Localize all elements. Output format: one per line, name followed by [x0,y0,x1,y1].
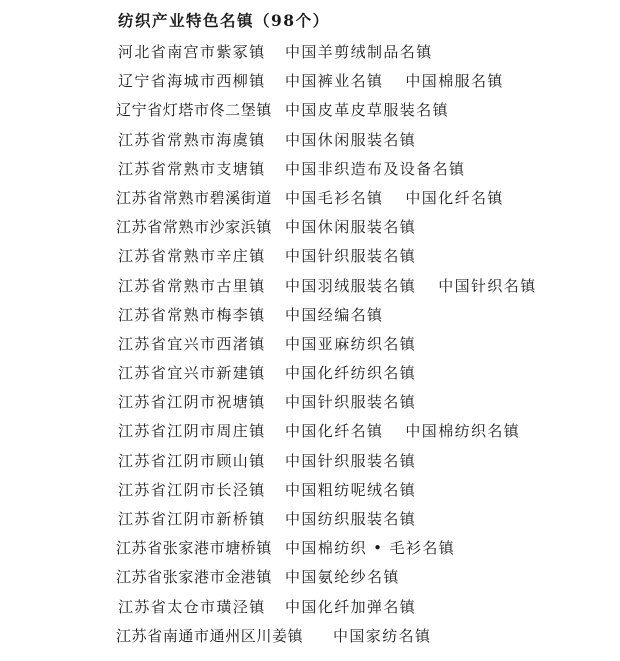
town-honors [285,41,433,62]
honor-title: 中国休闲服装名镇 [285,130,417,149]
town-location: 江苏省张家港市金港镇 [116,568,273,587]
list-item [0,330,620,359]
honor-title: 中国休闲服装名镇 [285,218,417,237]
town-location: 辽宁省海城市西柳镇 [118,72,266,91]
list-item [0,388,620,417]
honor-title: 中国棉纺织 • 毛衫名镇 [285,539,456,558]
town-honors [285,450,416,471]
town-honors [285,333,416,354]
town-honors [285,479,416,500]
town-location: 河北省南宫市紫冢镇 [118,43,266,61]
town-honors [333,625,431,646]
town-location: 江苏省江阴市祝塘镇 [118,393,266,412]
list-item [0,534,620,563]
town-honors [285,99,449,120]
town-location: 江苏省江阴市顾山镇 [118,451,266,470]
town-location: 江苏省张家港市塘桥镇 [116,539,273,558]
town-honors [285,245,416,266]
list-item [0,593,620,622]
list-item [0,272,620,301]
town-location: 江苏省江阴市新桥镇 [118,510,266,528]
town-location: 江苏省宜兴市新建镇 [118,364,266,383]
list-item [0,622,620,651]
town-location: 江苏省江阴市长泾镇 [118,480,266,499]
list-item [0,155,620,184]
honor-title: 中国针织服装名镇 [285,393,417,412]
town-location: 江苏省常熟市沙家浜镇 [116,218,273,237]
town-location: 江苏省常熟市海虞镇 [118,130,266,149]
town-honors [285,275,537,296]
town-location: 江苏省常熟市梅李镇 [118,305,266,324]
list-item [0,38,620,67]
honor-title: 中国家纺名镇 [333,626,432,645]
honor-title: 中国针织服装名镇 [285,451,417,470]
town-honors [285,362,416,383]
town-honors [285,158,465,179]
list-item [0,184,620,213]
list-item [0,563,620,592]
list-item [0,242,620,271]
list-item [0,96,620,125]
town-honors [285,129,416,150]
list-item [0,301,620,330]
town-honors [285,508,416,529]
town-location: 江苏省南通市通州区川姜镇 [116,626,304,645]
town-location: 江苏省常熟市辛庄镇 [118,247,266,266]
town-location: 江苏省太仓市璜泾镇 [118,597,266,616]
honor-title: 中国毛衫名镇 [285,188,384,207]
list-item [0,417,620,446]
town-honors [285,596,416,617]
list-item [0,505,620,534]
town-location: 江苏省常熟市古里镇 [118,276,266,295]
town-honors [285,216,416,237]
honor-title: 中国化纤加弹名镇 [285,597,417,616]
list-item [0,126,620,155]
town-honors [285,304,383,325]
honor-title: 中国棉纺织名镇 [405,422,521,441]
list-item [0,67,620,96]
town-location: 江苏省常熟市碧溪街道 [116,188,273,207]
honor-title: 中国非织造布及设备名镇 [285,159,466,178]
honor-title: 中国化纤纺织名镇 [285,364,417,383]
town-location: 江苏省宜兴市西渚镇 [118,334,266,353]
honor-title: 中国化纤名镇 [285,422,384,441]
page-title: 纺织产业特色名镇（98个） [118,11,330,30]
honor-title: 中国羊剪绒制品名镇 [285,43,433,61]
honor-title: 中国羽绒服装名镇 [285,276,417,295]
list-item [0,476,620,505]
list-item [0,213,620,242]
list-item [0,447,620,476]
honor-title: 中国针织服装名镇 [285,247,417,266]
town-location: 江苏省江阴市周庄镇 [118,422,266,441]
honor-title: 中国经编名镇 [285,305,384,324]
town-honors [285,391,416,412]
town-honors [285,420,520,441]
honor-title: 中国针织名镇 [438,276,537,295]
honor-title: 中国氨纶纱名镇 [285,568,400,587]
honor-title: 中国纺织服装名镇 [285,510,417,528]
honor-title: 中国皮革皮草服装名镇 [285,101,450,120]
honor-title: 中国亚麻纺织名镇 [285,334,417,353]
honor-title: 中国粗纺呢绒名镇 [285,480,417,499]
town-honors [285,566,400,587]
town-honors [285,70,504,91]
list-item [0,359,620,388]
honor-title: 中国棉服名镇 [405,72,504,91]
honor-title: 中国裤业名镇 [285,72,384,91]
town-location: 江苏省常熟市支塘镇 [118,159,266,178]
town-location: 辽宁省灯塔市佟二堡镇 [116,101,273,120]
honor-title: 中国化纤名镇 [405,188,504,207]
town-honors [285,187,504,208]
town-list [0,38,620,651]
town-honors [285,537,455,558]
